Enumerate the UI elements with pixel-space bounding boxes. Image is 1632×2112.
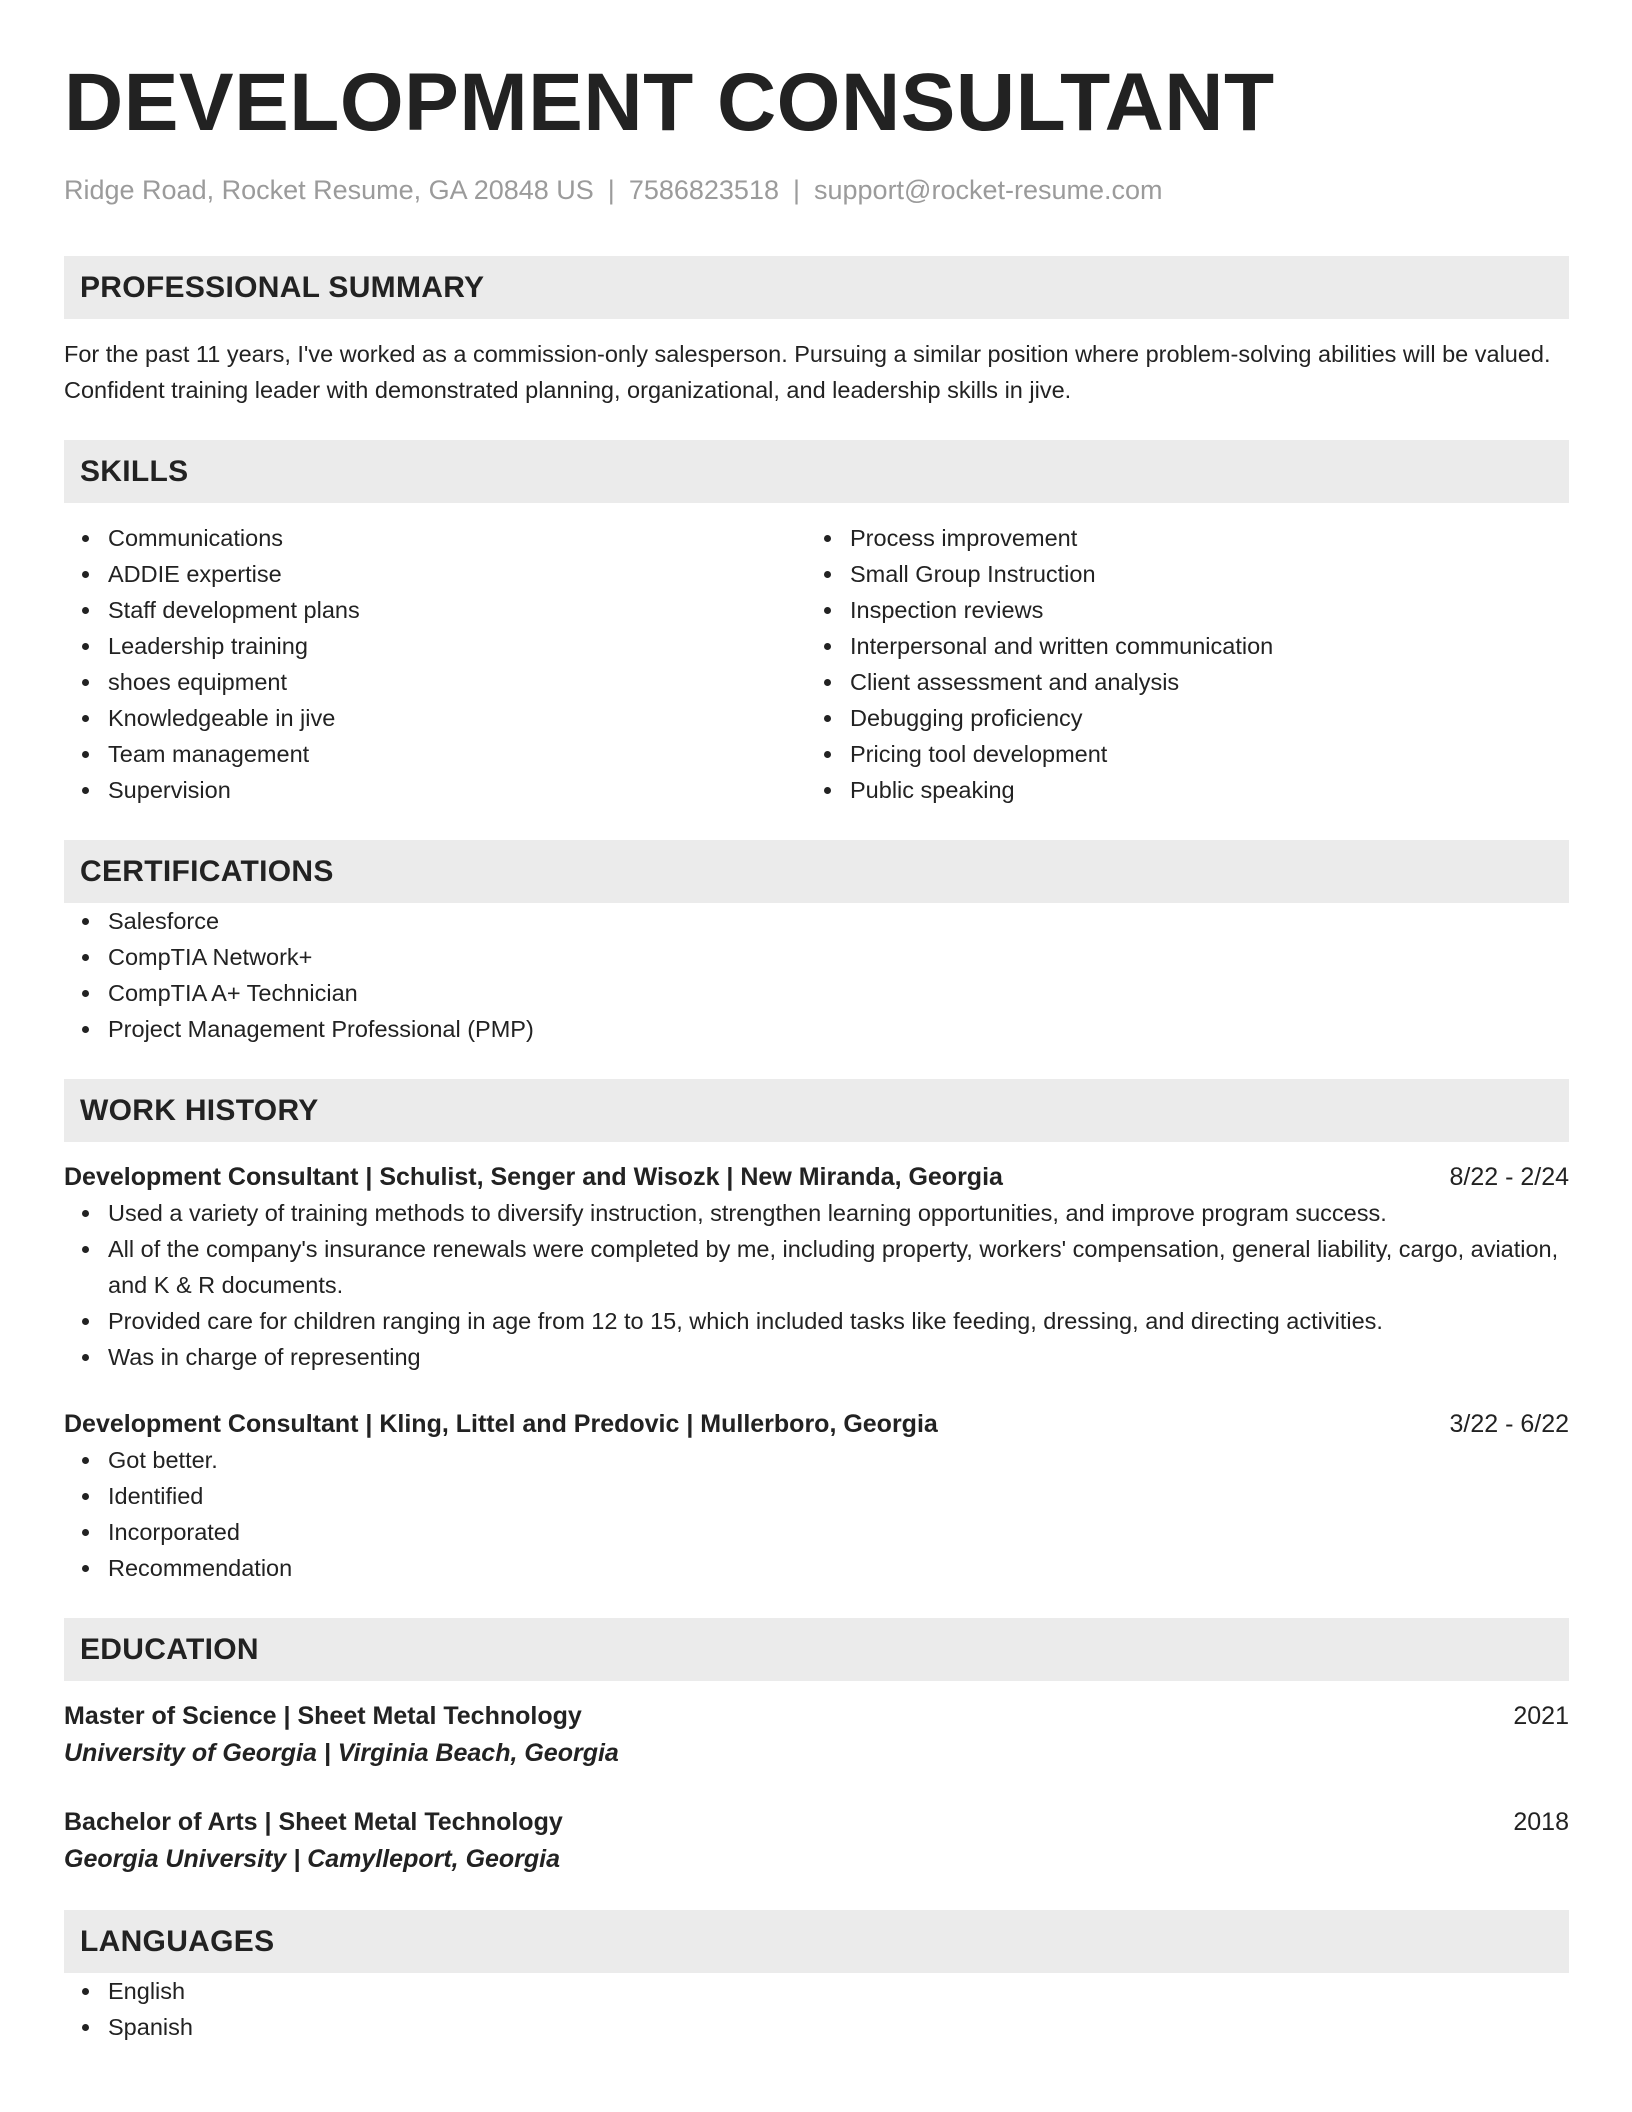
job-bullet: Provided care for children ranging in age from 12 to 15, which included tasks like feeding, dressing, and directing activities. [108, 1303, 1569, 1339]
job-dates: 8/22 - 2/24 [1449, 1163, 1569, 1192]
education-degree: Bachelor of Arts | Sheet Metal Technology [64, 1808, 563, 1837]
section-header-languages: LANGUAGES [64, 1910, 1569, 1973]
section-header-summary: PROFESSIONAL SUMMARY [64, 256, 1569, 319]
skill-item: Client assessment and analysis [850, 664, 1548, 700]
section-header-education: EDUCATION [64, 1618, 1569, 1681]
language-item: English [108, 1973, 1569, 2009]
skills-column-right [806, 520, 1548, 808]
language-item: Spanish [108, 2009, 1569, 2045]
skill-item: Team management [108, 736, 806, 772]
summary-text: For the past 11 years, I've worked as a commission-only salesperson. Pursuing a similar position where problem-solving abilities will be valued. Confident training leader with demonstrated planning, organizational, and leadership skills in jive. [64, 341, 1551, 404]
job-bullet: Incorporated [108, 1514, 1569, 1550]
skill-item: Public speaking [850, 772, 1548, 808]
contact-separator: | [792, 175, 800, 205]
certification-item: CompTIA Network+ [108, 939, 1569, 975]
job-bullet-list [64, 1195, 1569, 1375]
job-bullet: Was in charge of representing [108, 1339, 1569, 1375]
job-bullet: All of the company's insurance renewals were completed by me, including property, workers' compensation, general liability, cargo, aviation, and K & R documents. [108, 1231, 1569, 1303]
language-list [64, 1973, 1569, 2045]
education-year: 2018 [1513, 1808, 1569, 1837]
education-entry [64, 1804, 1569, 1878]
skill-item: Knowledgeable in jive [108, 700, 806, 736]
skills-column-left [64, 520, 806, 808]
skill-item: Communications [108, 520, 806, 556]
certification-item: CompTIA A+ Technician [108, 975, 1569, 1011]
contact-address: Ridge Road, Rocket Resume, GA 20848 US [64, 175, 594, 205]
section-header-work-history: WORK HISTORY [64, 1079, 1569, 1142]
skill-item: Debugging proficiency [850, 700, 1548, 736]
education-school: Georgia University | Camylleport, Georgia [64, 1845, 561, 1874]
job-bullet: Recommendation [108, 1550, 1569, 1586]
section-header-skills: SKILLS [64, 440, 1569, 503]
skill-item: Small Group Instruction [850, 556, 1548, 592]
education-heading [64, 1804, 1569, 1840]
job-heading [64, 1159, 1569, 1195]
skills-columns [64, 520, 1569, 808]
job-bullet: Used a variety of training methods to diversify instruction, strengthen learning opportunities, and improve program success. [108, 1195, 1569, 1231]
skill-item: Interpersonal and written communication [850, 628, 1548, 664]
certification-item: Salesforce [108, 903, 1569, 939]
skill-item: Leadership training [108, 628, 806, 664]
education-heading [64, 1698, 1569, 1734]
contact-email: support@rocket-resume.com [814, 175, 1163, 205]
skill-item: ADDIE expertise [108, 556, 806, 592]
skill-item: Process improvement [850, 520, 1548, 556]
certification-item: Project Management Professional (PMP) [108, 1011, 1569, 1047]
education-year: 2021 [1513, 1702, 1569, 1731]
education-degree: Master of Science | Sheet Metal Technology [64, 1702, 582, 1731]
job-dates: 3/22 - 6/22 [1449, 1410, 1569, 1439]
skill-item: Pricing tool development [850, 736, 1548, 772]
certification-list [64, 903, 1569, 1047]
job-heading [64, 1406, 1569, 1442]
job-bullet-list [64, 1442, 1569, 1586]
job-title: Development Consultant | Kling, Littel and Predovic | Mullerboro, Georgia [64, 1410, 938, 1439]
candidate-title: DEVELOPMENT CONSULTANT [64, 57, 1275, 148]
education-entry [64, 1698, 1569, 1772]
skill-item: shoes equipment [108, 664, 806, 700]
skill-item: Inspection reviews [850, 592, 1548, 628]
job-bullet: Identified [108, 1478, 1569, 1514]
skill-item: Staff development plans [108, 592, 806, 628]
skill-item: Supervision [108, 772, 806, 808]
education-school: University of Georgia | Virginia Beach, Georgia [64, 1739, 619, 1768]
contact-line [64, 174, 1569, 206]
job-title: Development Consultant | Schulist, Senger and Wisozk | New Miranda, Georgia [64, 1163, 1003, 1192]
contact-separator: | [607, 175, 615, 205]
job-bullet: Got better. [108, 1442, 1569, 1478]
section-header-certifications: CERTIFICATIONS [64, 840, 1569, 903]
contact-phone: 7586823518 [628, 175, 779, 205]
